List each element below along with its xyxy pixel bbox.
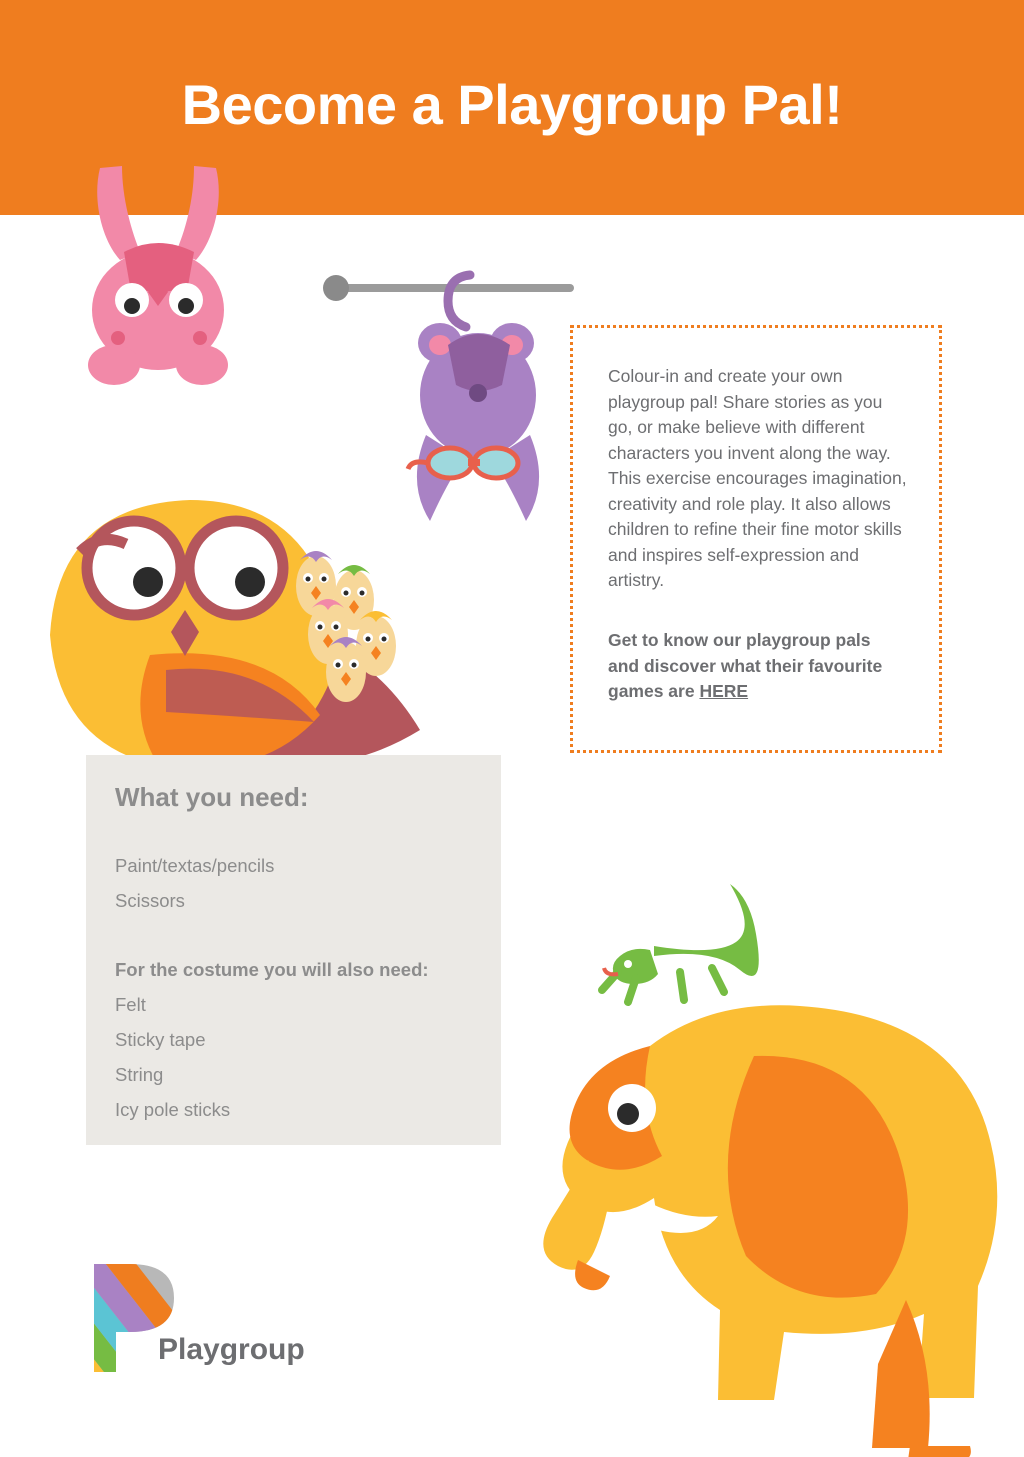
brand-name: Playgroup	[158, 1333, 305, 1366]
here-link[interactable]: HERE	[699, 681, 749, 701]
list-item: String	[115, 1064, 164, 1085]
needs-costume-heading: For the costume you will also need:	[115, 959, 429, 980]
list-item: Felt	[115, 994, 146, 1015]
list-item: Paint/textas/pencils	[115, 855, 275, 876]
lizard-illustration	[602, 884, 759, 1002]
page-title: Become a Playgroup Pal!	[181, 73, 843, 136]
hanging-mouse-illustration	[400, 265, 560, 555]
needs-basic-list	[115, 848, 274, 918]
list-item: Sticky tape	[115, 1029, 206, 1050]
list-item: Scissors	[115, 890, 185, 911]
needs-costume-list	[115, 987, 230, 1127]
hanging-rod-illustration	[318, 270, 578, 310]
info-cta-prefix: Get to know our playgroup pals and discover what their favourite games are	[608, 630, 883, 701]
what-you-need-title: What you need:	[115, 782, 309, 812]
info-cta-text	[608, 628, 898, 705]
owl-illustration	[40, 470, 440, 790]
info-body-text: Colour-in and create your own playgroup pal! Share stories as you go, or make believe with different characters you invent along the way. This exercise encourages imagination, creativity and role play. It also allows children to refine their fine motor skills and inspires self-expression and artistry.	[608, 366, 907, 590]
list-item: Icy pole sticks	[115, 1099, 231, 1120]
